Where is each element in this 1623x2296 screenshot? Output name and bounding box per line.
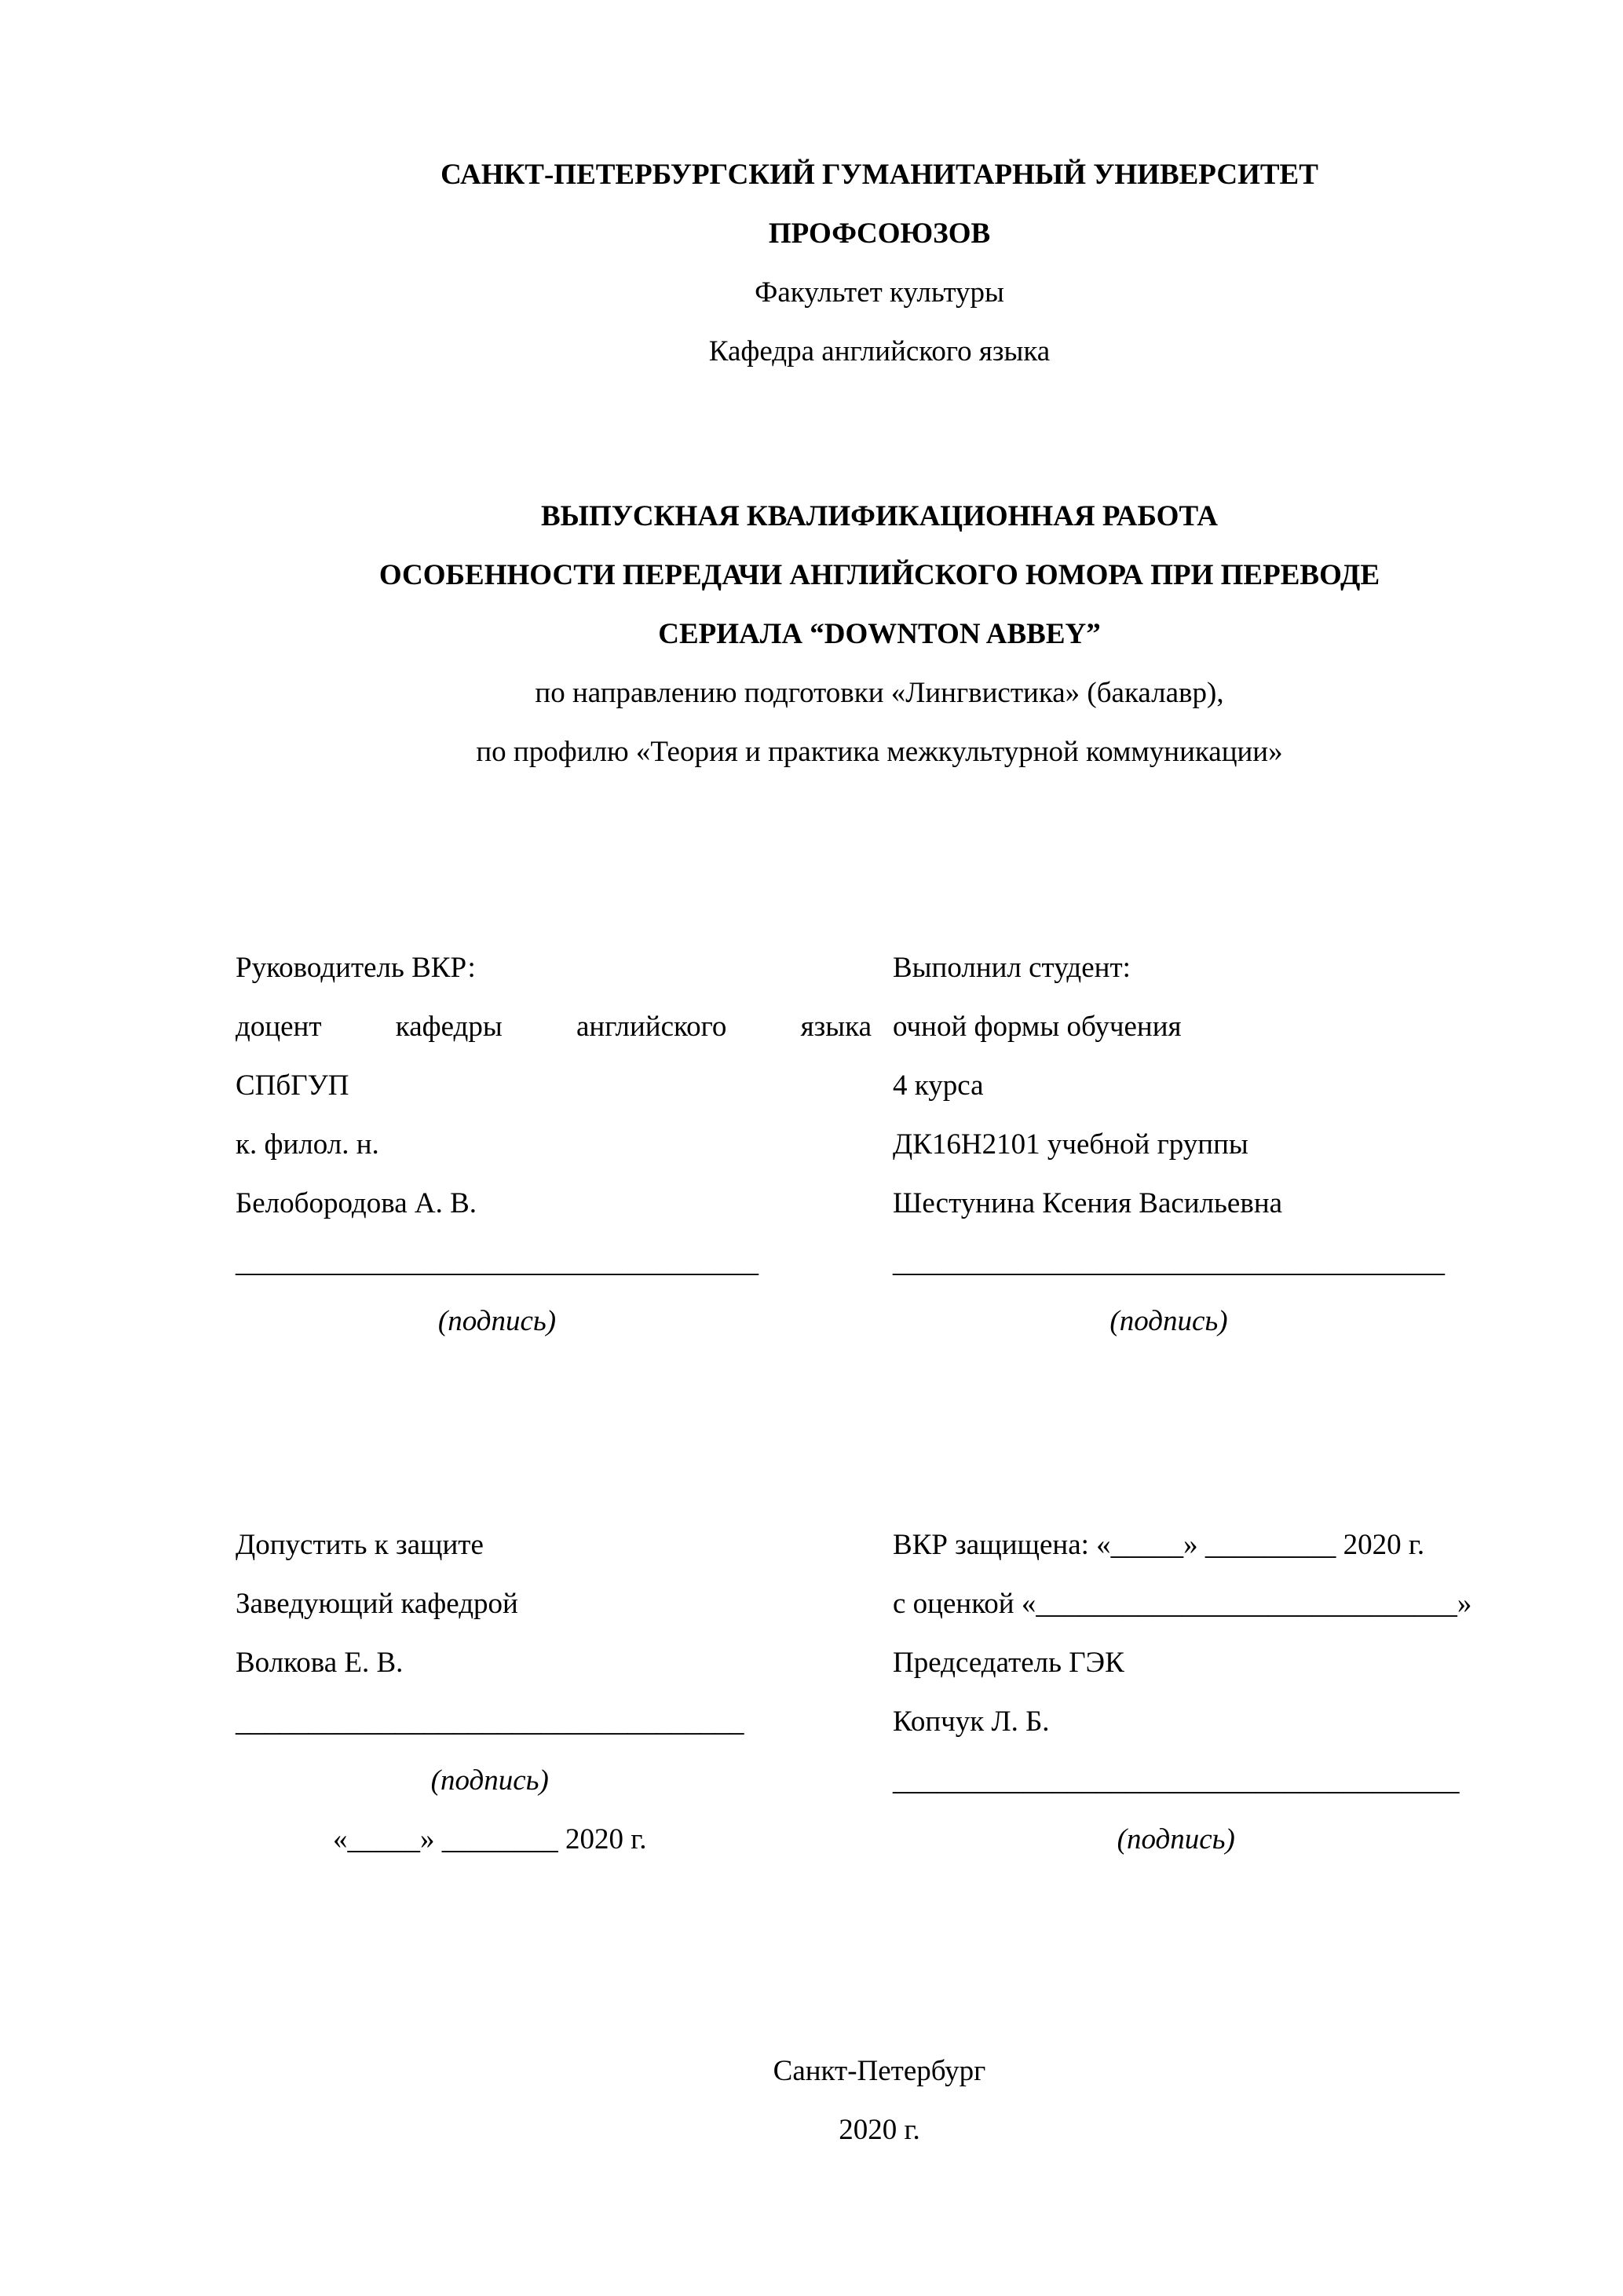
admission-defense-block: [236, 1515, 1523, 1869]
supervisor-name: Белобородова А. В.: [236, 1187, 477, 1219]
admission-signature: [236, 1692, 744, 1869]
work-title-block: [236, 487, 1523, 781]
admission-head-name: Волкова Е. В.: [236, 1647, 404, 1679]
supervisor-signature-line: ____________________________________: [236, 1246, 758, 1278]
supervisor-signature-caption: (подпись): [437, 1305, 557, 1337]
university-header: [236, 145, 1523, 381]
defense-signature-line: _______________________________________: [893, 1764, 1460, 1797]
student-label: Выполнил студент:: [893, 952, 1131, 984]
defense-line1: ВКР защищена: «_____» _________ 2020 г.: [893, 1529, 1425, 1561]
defense-signature: [893, 1751, 1460, 1869]
supervisor-position: доцент кафедры английского языка: [236, 1011, 872, 1043]
admission-signature-line: ___________________________________: [236, 1706, 744, 1738]
admission-line2: Заведующий кафедрой: [236, 1588, 518, 1620]
student-signature-line: ______________________________________: [893, 1246, 1445, 1278]
defense-column: [893, 1515, 1523, 1869]
student-column: [893, 938, 1523, 1351]
university-name-line1: САНКТ-ПЕТЕРБУРГСКИЙ ГУМАНИТАРНЫЙ УНИВЕРСИТЕТ: [440, 159, 1318, 191]
student-name: Шестунина Ксения Васильевна: [893, 1187, 1283, 1219]
supervisor-column: [236, 938, 872, 1351]
supervisor-degree: к. филол. н.: [236, 1128, 379, 1161]
student-group: ДК16Н2101 учебной группы: [893, 1128, 1248, 1161]
student-signature-caption: (подпись): [1109, 1305, 1228, 1337]
defense-signature-caption: (подпись): [1117, 1823, 1235, 1855]
student-study-form: очной формы обучения: [893, 1011, 1182, 1043]
supervisor-student-block: [236, 938, 1523, 1351]
work-title-line1: ОСОБЕННОСТИ ПЕРЕДАЧИ АНГЛИЙСКОГО ЮМОРА ПРИ ПЕРЕВОДЕ: [378, 559, 1380, 591]
student-signature: [893, 1233, 1445, 1351]
defense-chair-name: Копчук Л. Б.: [893, 1706, 1050, 1738]
admission-signature-caption: (подпись): [430, 1764, 549, 1797]
university-name-line2: ПРОФСОЮЗОВ: [768, 218, 991, 250]
admission-date-line: «_____» ________ 2020 г.: [332, 1823, 647, 1855]
supervisor-label: Руководитель ВКР:: [236, 952, 476, 984]
admission-column: [236, 1515, 872, 1869]
study-profile: по профилю «Теория и практика межкультурной коммуникации»: [476, 736, 1283, 768]
defense-line2: с оценкой «_____________________________»: [893, 1588, 1472, 1620]
faculty-name: Факультет культуры: [755, 276, 1004, 309]
work-title-line2: СЕРИАЛА “DOWNTON ABBEY”: [658, 618, 1101, 650]
study-direction: по направлению подготовки «Лингвистика» (бакалавр),: [535, 677, 1224, 709]
admission-line1: Допустить к защите: [236, 1529, 484, 1561]
department-name: Кафедра английского языка: [708, 335, 1051, 367]
supervisor-signature: [236, 1233, 758, 1351]
defense-line3: Председатель ГЭК: [893, 1647, 1124, 1679]
footer: [236, 2042, 1523, 2159]
footer-city: Санкт-Петербург: [773, 2055, 986, 2087]
work-type: ВЫПУСКНАЯ КВАЛИФИКАЦИОННАЯ РАБОТА: [540, 500, 1219, 532]
supervisor-organization: СПбГУП: [236, 1069, 349, 1102]
student-course: 4 курса: [893, 1069, 984, 1102]
footer-year: 2020 г.: [839, 2114, 920, 2146]
